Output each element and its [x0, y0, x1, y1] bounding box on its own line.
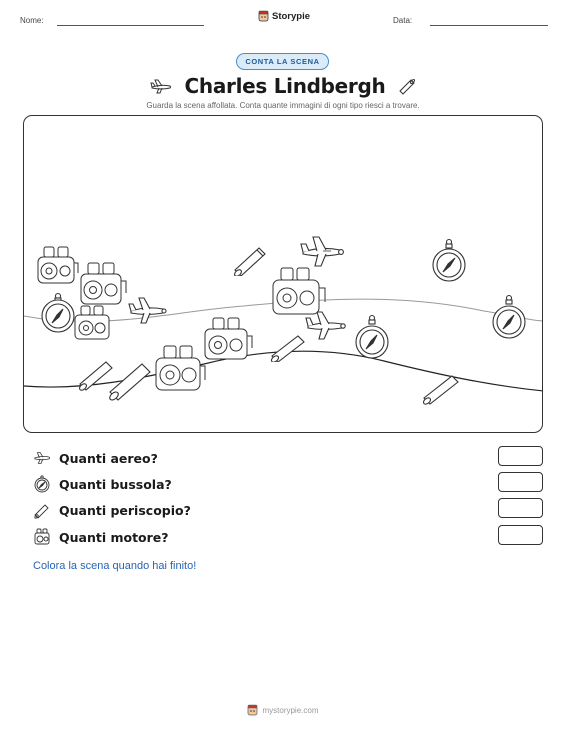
answer-box-compass[interactable]	[498, 472, 543, 492]
scene-engine	[200, 314, 254, 366]
activity-badge: CONTA LA SCENA	[236, 53, 329, 70]
periscope-icon	[33, 501, 51, 519]
scene-engine	[267, 264, 327, 322]
question-row-airplane	[33, 448, 543, 468]
brand-name: Storypie	[272, 10, 311, 22]
periscope-icon	[397, 77, 417, 95]
storypie-mascot-icon	[247, 704, 258, 716]
question-text: Quanti periscopio?	[59, 502, 191, 518]
question-row-compass	[33, 474, 543, 494]
date-label: Data:	[393, 16, 413, 25]
site-footer	[0, 704, 566, 716]
date-line[interactable]	[430, 25, 548, 26]
scene-engine	[72, 303, 114, 345]
airplane-icon	[33, 449, 51, 467]
question-text: Quanti bussola?	[59, 476, 172, 492]
page-title: Charles Lindbergh	[184, 74, 386, 98]
airplane-icon	[149, 78, 173, 94]
scene-engine	[151, 342, 207, 398]
question-row-periscope	[33, 500, 543, 520]
scene-periscope	[420, 368, 464, 408]
answer-box-airplane[interactable]	[498, 446, 543, 466]
scene-compass	[431, 238, 467, 284]
coloring-instruction: Colora la scena quando hai finito!	[33, 560, 197, 572]
scene-periscope	[268, 328, 310, 362]
answer-box-periscope[interactable]	[498, 498, 543, 518]
brand-logo	[258, 10, 310, 22]
question-text: Quanti motore?	[59, 529, 169, 545]
engine-icon	[33, 528, 51, 546]
question-row-engine	[33, 527, 543, 547]
scene-airplane	[127, 294, 169, 326]
compass-icon	[33, 475, 51, 493]
scene-compass	[354, 314, 390, 362]
scene-periscope	[106, 356, 156, 402]
title-row	[0, 74, 566, 98]
answer-box-engine[interactable]	[498, 525, 543, 545]
scene-periscope	[229, 240, 269, 276]
scene-compass	[40, 292, 76, 334]
site-url[interactable]: mystorypie.com	[262, 705, 319, 715]
question-text: Quanti aereo?	[59, 450, 158, 466]
scene-engine	[34, 243, 80, 289]
name-label: Nome:	[20, 16, 44, 25]
storypie-mascot-icon	[258, 10, 269, 22]
name-line[interactable]	[57, 25, 204, 26]
instructions: Guarda la scena affollata. Conta quante immagini di ogni tipo riesci a trovare.	[146, 101, 420, 110]
scene-compass	[491, 294, 527, 342]
counting-scene	[23, 115, 543, 433]
